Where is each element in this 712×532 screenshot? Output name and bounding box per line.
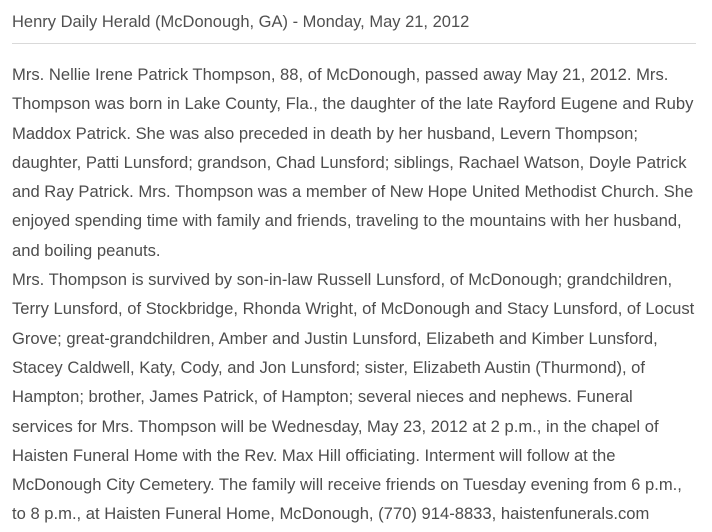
article-body <box>12 60 698 529</box>
obituary-paragraph: Mrs. Thompson is survived by son-in-law Russell Lunsford, of McDonough; grandchildren, Terry Lunsford, of Stockbridge, Rhonda Wright, of McDonough and Stacy Lunsford, of Locust Grove; great-grandchildren, Amber and Justin Lunsford, Elizabeth and Kimber Lunsford, Stacey Caldwell, Katy, Cody, and Jon Lunsford; sister, Elizabeth Austin (Thurmond), of Hampton; brother, James Patrick, of Hampton; several nieces and nephews. Funeral services for Mrs. Thompson will be Wednesday, May 23, 2012 at 2 p.m., in the chapel of Haisten Funeral Home with the Rev. Max Hill officiating. Interment will follow at the McDonough City Cemetery. The family will receive friends on Tuesday evening from 6 p.m., to 8 p.m., at Haisten Funeral Home, McDonough, (770) 914-8833, haistenfunerals.com <box>12 270 695 524</box>
article-header: Henry Daily Herald (McDonough, GA) - Monday, May 21, 2012 <box>12 10 696 44</box>
obituary-paragraph: Mrs. Nellie Irene Patrick Thompson, 88, of McDonough, passed away May 21, 2012. Mrs. Thompson was born in Lake County, Fla., the daughter of the late Rayford Eugene and Ruby Maddox Patrick. She was also preceded in death by her husband, Levern Thompson; daughter, Patti Lunsford; grandson, Chad Lunsford; siblings, Rachael Watson, Doyle Patrick and Ray Patrick. Mrs. Thompson was a member of New Hope United Methodist Church. She enjoyed spending time with family and friends, traveling to the mountains with her husband, and boiling peanuts. <box>12 65 694 260</box>
